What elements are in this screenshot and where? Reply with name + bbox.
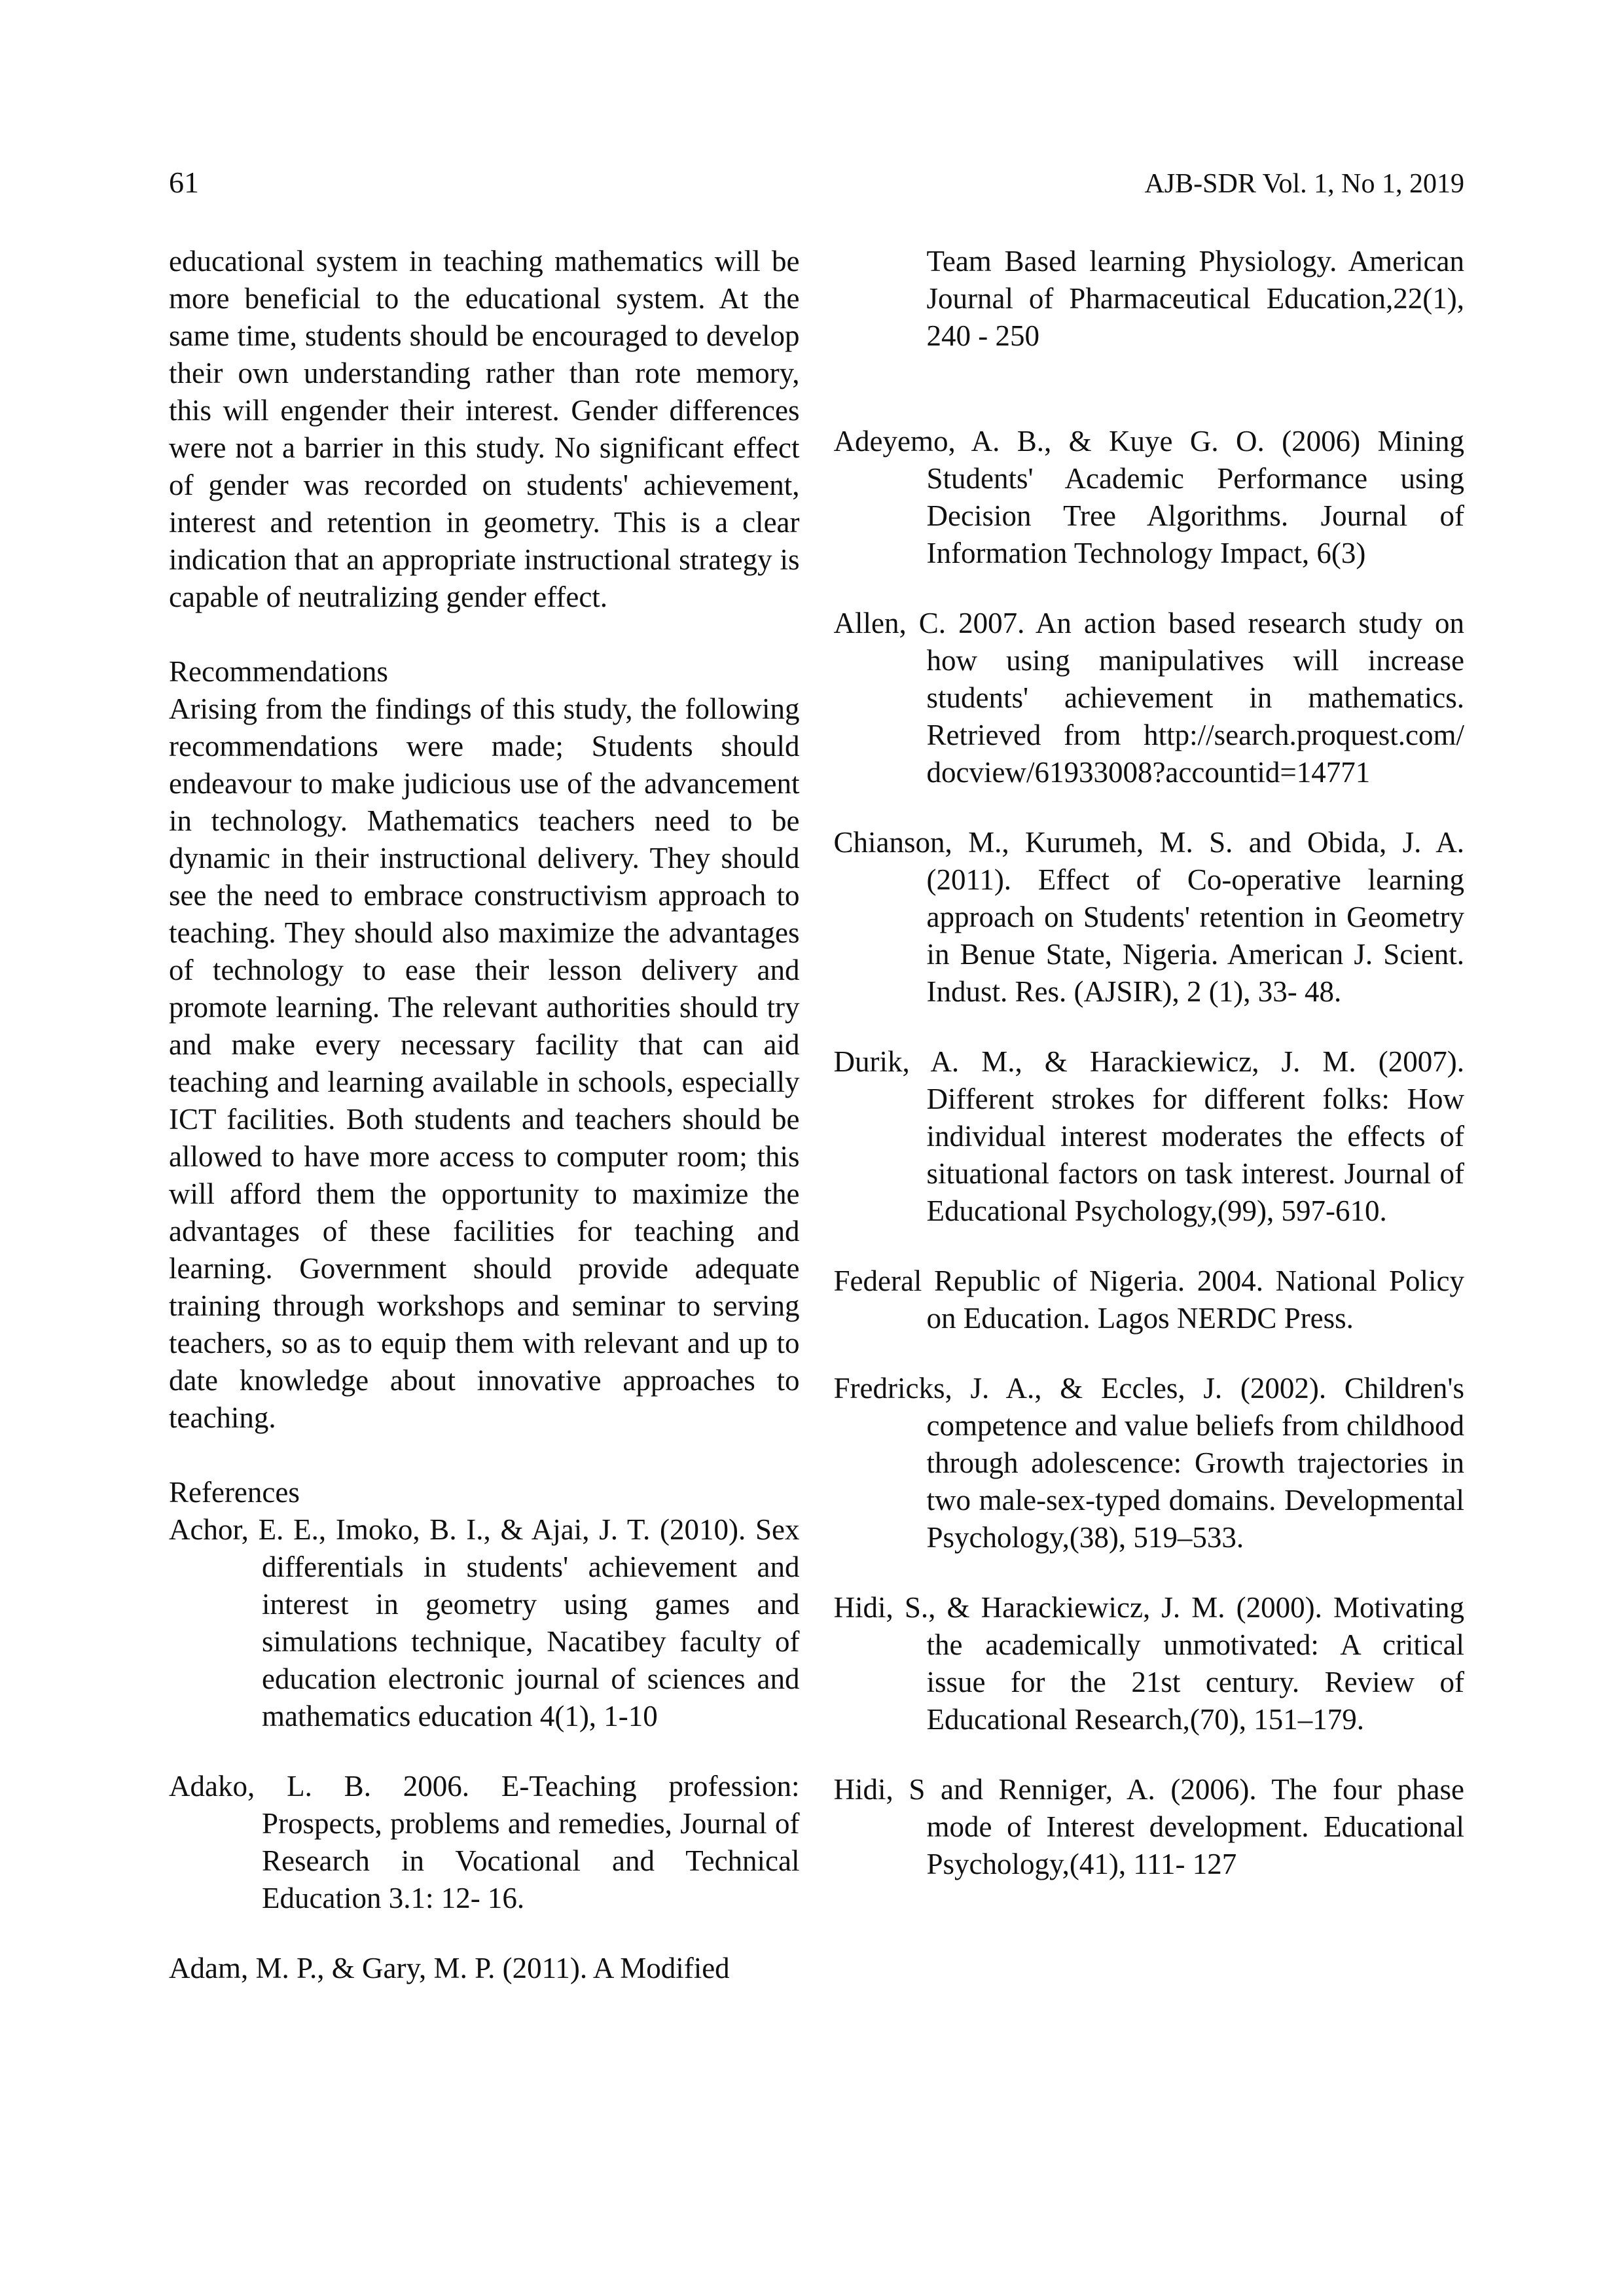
reference-entry: Federal Republic of Nigeria. 2004. National Policy on Education. Lagos NERDC Press. [833, 1265, 1464, 1335]
reference-entry: Allen, C. 2007. An action based research study on how using manipulatives will increase students' achievement in mathematics. Retrieved from http://search.proquest.com/ docview/61933008?accountid=14771 [833, 607, 1464, 789]
reference-entry: Adeyemo, A. B., & Kuye G. O. (2006) Mining Students' Academic Performance using Decision Tree Algorithms. Journal of Information Technology Impact, 6(3) [833, 425, 1464, 569]
references-heading: References [169, 1476, 300, 1509]
page-header [169, 167, 1464, 200]
reference-entry: Achor, E. E., Imoko, B. I., & Ajai, J. T. (2010). Sex differentials in students' achievement and interest in geometry using games and simulations technique, Nacatibey faculty of education electronic journal of sciences and mathematics education 4(1), 1-10 [169, 1513, 800, 1732]
reference-entry: Adako, L. B. 2006. E-Teaching profession: Prospects, problems and remedies, Journal of Research in Vocational and Technical Education 3.1: 12- 16. [169, 1770, 800, 1914]
two-column-layout [169, 243, 1464, 1987]
recommendations-paragraph: Arising from the findings of this study, the following recommendations were made; Students should endeavour to make judicious use of the advancement in technology. Mathematics teachers need to be dynamic in their instructional delivery. They should see the need to embrace constructivism approach to teaching. They should also maximize the advantages of technology to ease their lesson delivery and promote learning. The relevant authorities should try and make every necessary facility that can aid teaching and learning available in schools, especially ICT facilities. Both students and teachers should be allowed to have more access to computer room; this will afford them the opportunity to maximize the advantages of these facilities for teaching and learning. Government should provide adequate training through workshops and seminar to serving teachers, so as to equip them with relevant and up to date knowledge about innovative approaches to teaching. [169, 692, 800, 1434]
conclusion-paragraph: educational system in teaching mathematics will be more beneficial to the educational system. At the same time, students should be encouraged to develop their own understanding rather than rote memory, this will engender their interest. Gender differences were not a barrier in this study. No significant effect of gender was recorded on students' achievement, interest and retention in geometry. This is a clear indication that an appropriate instructional strategy is capable of neutralizing gender effect. [169, 245, 800, 613]
journal-volume-info: AJB-SDR Vol. 1, No 1, 2019 [1144, 169, 1464, 199]
reference-entry: Adam, M. P., & Gary, M. P. (2011). A Modified [169, 1952, 730, 1984]
left-column [169, 243, 800, 1987]
recommendations-heading: Recommendations [169, 655, 388, 688]
right-column [834, 243, 1465, 1987]
reference-entry: Chianson, M., Kurumeh, M. S. and Obida, J. A. (2011). Effect of Co-operative learning approach on Students' retention in Geometry in Benue State, Nigeria. American J. Scient. Indust. Res. (AJSIR), 2 (1), 33- 48. [833, 826, 1464, 1008]
reference-entry: Hidi, S., & Harackiewicz, J. M. (2000). Motivating the academically unmotivated: A critical issue for the 21st century. Review of Educational Research,(70), 151–179. [833, 1591, 1464, 1736]
reference-continuation: Team Based learning Physiology. American Journal of Pharmaceutical Education,22(1), 240 - 250 [926, 245, 1464, 352]
reference-entry: Hidi, S and Renniger, A. (2006). The four phase mode of Interest development. Educational Psychology,(41), 111- 127 [833, 1773, 1464, 1880]
reference-entry: Fredricks, J. A., & Eccles, J. (2002). Children's competence and value beliefs from childhood through adolescence: Growth trajectories in two male-sex-typed domains. Developmental Psychology,(38), 519–533. [833, 1372, 1464, 1554]
reference-entry: Durik, A. M., & Harackiewicz, J. M. (2007). Different strokes for different folks: How individual interest moderates the effects of situational factors on task interest. Journal of Educational Psychology,(99), 597-610. [833, 1045, 1464, 1227]
page-number: 61 [169, 166, 199, 199]
